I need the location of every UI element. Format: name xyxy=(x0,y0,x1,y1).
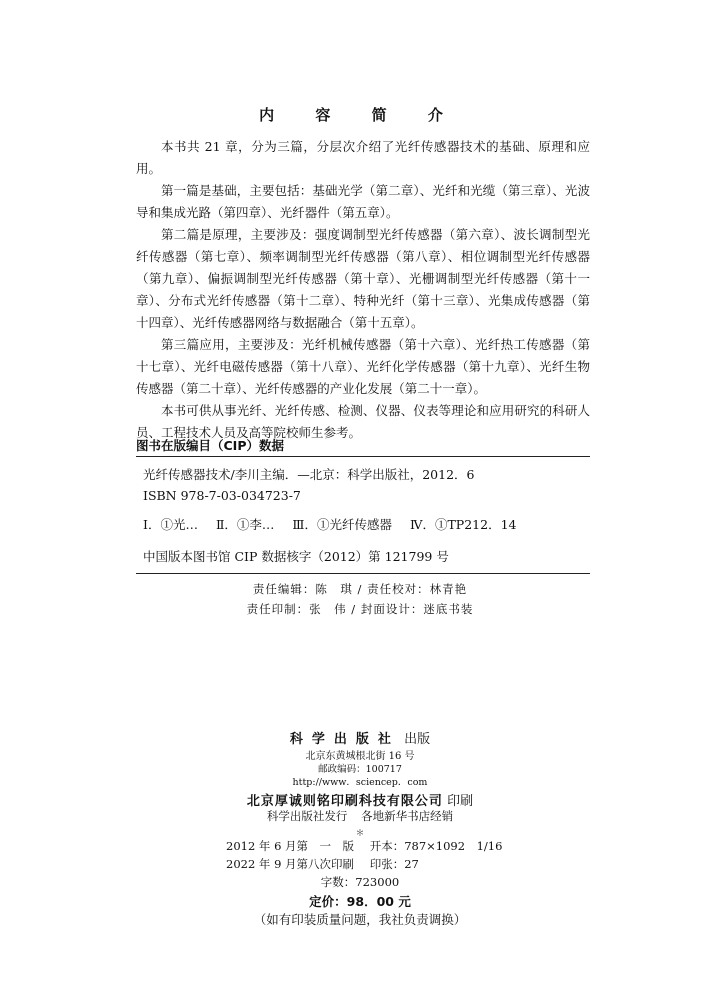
quality-notice: （如有印装质量问题，我社负责调换） xyxy=(253,912,467,927)
cip-class-item: Ⅲ．①光纤传感器 xyxy=(292,517,392,532)
seller: 各地新华书店经销 xyxy=(361,809,454,823)
edition-line xyxy=(226,838,502,854)
printing: 2022 年 9 月第八次印刷 xyxy=(226,857,355,871)
publisher-postal: 邮政编码：100717 xyxy=(318,764,402,775)
separator-star: ＊ xyxy=(355,829,365,839)
summary-paragraph: 本书可供从事光纤、光纤传感、检测、仪器、仪表等理论和应用研究的科研人员、工程技术人员及高等院校师生参考。 xyxy=(136,403,590,440)
printing-line xyxy=(226,856,419,872)
cip-class-item: Ⅱ．①李… xyxy=(215,517,275,532)
cip-class-item: Ⅳ．①TP212．14 xyxy=(409,517,517,532)
cip-title-line: 光纤传感器技术/李川主编．—北京：科学出版社，2012．6 xyxy=(143,467,475,482)
publisher-suffix: 出版 xyxy=(404,732,431,747)
sheets: 印张：27 xyxy=(369,857,419,871)
summary-title: 内 容 简 介 xyxy=(259,106,461,124)
publisher-address: 北京东黄城根北街 16 号 xyxy=(305,751,415,762)
summary-paragraph: 第一篇是基础，主要包括：基础光学（第二章）、光纤和光缆（第三章）、光波导和集成光路（第四章）、光纤器件（第五章）。 xyxy=(136,183,590,220)
cip-data-box xyxy=(136,456,590,574)
printer-suffix: 印刷 xyxy=(447,794,474,809)
format: 开本：787×1092 1/16 xyxy=(369,839,503,853)
publisher-line xyxy=(0,728,720,747)
cip-number: 中国版本图书馆 CIP 数据核字（2012）第 121799 号 xyxy=(143,549,449,564)
summary-paragraph: 第二篇是原理，主要涉及：强度调制型光纤传感器（第六章）、波长调制型光纤传感器（第七章）、频率调制型光纤传感器（第八章）、相位调制型光纤传感器（第九章）、偏振调制型光纤传感器（第十章）、光栅调制型光纤传感器（第十一章）、分布式光纤传感器（第十二章）、特种光纤（第十三章）、光集成传感器（第十四章）、光纤传感器网络与数据融合（第十五章）。 xyxy=(136,227,590,330)
summary-body xyxy=(136,136,590,444)
publisher-url: http://www．sciencep．com xyxy=(292,777,428,788)
cip-class-item: Ⅰ．①光… xyxy=(143,517,198,532)
cip-classification xyxy=(143,515,530,533)
publisher-brand: 科学出版社 xyxy=(289,732,400,747)
print-credits: 责任印制：张 伟 / 封面设计：迷底书装 xyxy=(246,602,474,616)
price: 定价：98．00 元 xyxy=(309,894,411,909)
edition: 2012 年 6 月第 一 版 xyxy=(226,839,355,853)
editor-credits: 责任编辑：陈 琪 / 责任校对：林青艳 xyxy=(252,582,468,596)
printer-line xyxy=(0,790,720,809)
distribution-line xyxy=(0,808,720,824)
summary-paragraph: 本书共 21 章，分为三篇，分层次介绍了光纤传感器技术的基础、原理和应用。 xyxy=(136,139,590,176)
cip-heading: 图书在版编目（CIP）数据 xyxy=(136,438,284,453)
cip-isbn: ISBN 978-7-03-034723-7 xyxy=(143,488,301,503)
distributor: 科学出版社发行 xyxy=(266,809,348,823)
printer-brand: 北京厚诚则铭印刷科技有限公司 xyxy=(246,794,443,809)
word-count: 字数：723000 xyxy=(320,875,400,889)
summary-paragraph: 第三篇应用，主要涉及：光纤机械传感器（第十六章）、光纤热工传感器（第十七章）、光纤电磁传感器（第十八章）、光纤化学传感器（第十九章）、光纤生物传感器（第二十章）、光纤传感器的产业化发展（第二十一章）。 xyxy=(136,337,590,396)
